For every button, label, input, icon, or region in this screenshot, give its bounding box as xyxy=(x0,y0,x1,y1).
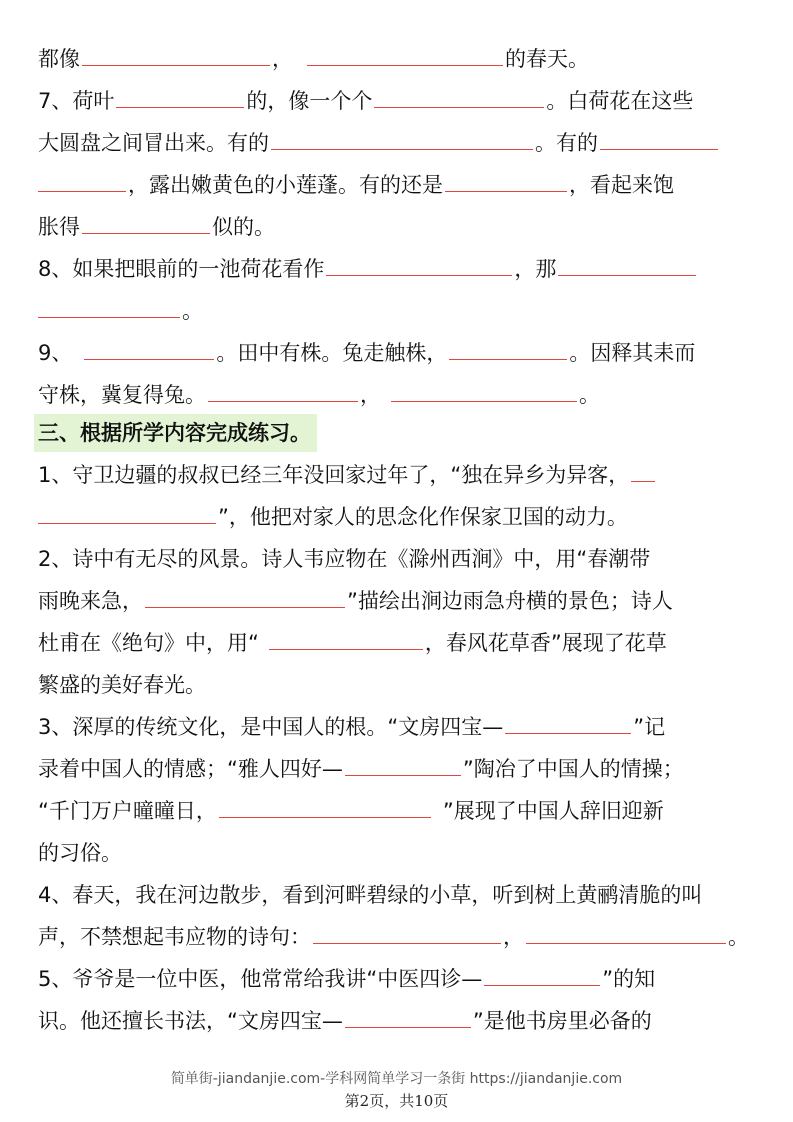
text-line xyxy=(38,964,655,994)
line-text: ”，他把对家人的思念化作保家卫国的动力。 xyxy=(218,505,628,529)
answer-blank[interactable] xyxy=(345,755,461,776)
answer-blank[interactable] xyxy=(145,587,345,608)
line-text: 1、守卫边疆的叔叔已经三年没回家过年了，“独在异乡为异客， xyxy=(38,463,630,487)
line-text: “千门万户曈曈日， xyxy=(38,799,217,823)
line-text: 5、爷爷是一位中医，他常常给我讲“中医四诊— xyxy=(38,967,483,991)
section-heading xyxy=(34,414,317,452)
line-text: 雨晚来急， xyxy=(38,589,143,613)
text-line xyxy=(38,712,665,742)
line-text: 。 xyxy=(182,299,203,323)
answer-blank[interactable] xyxy=(449,339,567,360)
answer-blank[interactable] xyxy=(374,87,544,108)
text-line xyxy=(38,86,693,116)
line-text: 声，不禁想起韦应物的诗句： xyxy=(38,925,311,949)
line-text: 杜甫在《绝句》中，用“ xyxy=(38,631,259,655)
answer-blank[interactable] xyxy=(558,255,696,276)
answer-blank[interactable] xyxy=(307,45,503,66)
text-line xyxy=(38,628,667,658)
text-line xyxy=(38,1006,652,1036)
footer-source: 简单街-jiandanjie.com-学科网简单学习一条街 https://jiandanjie.com xyxy=(170,1071,623,1087)
line-text: ”是他书房里必备的 xyxy=(472,1009,652,1033)
answer-blank[interactable] xyxy=(84,339,214,360)
text-line xyxy=(38,212,275,242)
answer-blank[interactable] xyxy=(505,713,631,734)
text-line xyxy=(38,380,600,410)
answer-blank[interactable] xyxy=(116,87,244,108)
answer-blank[interactable] xyxy=(38,171,126,192)
line-text: 3、深厚的传统文化，是中国人的根。“文房四宝— xyxy=(38,715,504,739)
text-line xyxy=(38,170,674,200)
line-text: 大圆盘之间冒出来。有的 xyxy=(38,131,269,155)
answer-blank[interactable] xyxy=(82,45,270,66)
answer-blank[interactable] xyxy=(484,965,600,986)
line-text: 的春天。 xyxy=(505,47,589,71)
text-line xyxy=(38,338,695,368)
line-text: 。 xyxy=(579,383,600,407)
line-text: 7、荷叶 xyxy=(38,89,115,113)
line-text: 似的。 xyxy=(212,215,275,239)
line-text: 。田中有株。兔走触株， xyxy=(216,341,448,365)
text-line xyxy=(38,586,673,616)
line-text: ， xyxy=(503,925,524,949)
line-text: ， xyxy=(272,47,293,71)
line-text: ，露出嫩黄色的小莲蓬。有的还是 xyxy=(128,173,443,197)
line-text: 胀得 xyxy=(38,215,80,239)
line-text: 识。他还擅长书法，“文房四宝— xyxy=(38,1009,343,1033)
answer-blank[interactable] xyxy=(600,129,718,150)
text-line xyxy=(38,502,628,532)
answer-blank[interactable] xyxy=(82,213,210,234)
line-text: 录着中国人的情感；“雅人四好— xyxy=(38,757,343,781)
answer-blank[interactable] xyxy=(526,923,726,944)
text-line xyxy=(38,670,206,700)
text-line xyxy=(38,254,698,284)
line-text: 2、诗中有无尽的风景。诗人韦应物在《滁州西涧》中，用“春潮带 xyxy=(38,547,651,571)
text-line xyxy=(38,796,664,826)
answer-blank[interactable] xyxy=(445,171,567,192)
line-text: 9、 xyxy=(38,341,73,365)
answer-blank[interactable] xyxy=(326,255,512,276)
line-text: 守株，冀复得兔。 xyxy=(38,383,206,407)
line-text: ”陶冶了中国人的情操； xyxy=(462,757,684,781)
text-line xyxy=(38,880,702,910)
line-text: ，春风花草香”展现了花草 xyxy=(424,631,667,655)
line-text: 4、春天，我在河边散步，看到河畔碧绿的小草，听到树上黄鹂清脆的叫 xyxy=(38,883,703,907)
line-text: 。 xyxy=(728,925,749,949)
answer-blank[interactable] xyxy=(219,797,431,818)
line-text: 的，像一个个 xyxy=(246,89,373,113)
line-text: 。因释其耒而 xyxy=(569,341,696,365)
text-line xyxy=(38,754,684,784)
line-text: ”展现了中国人辞旧迎新 xyxy=(442,799,664,823)
line-text: ，那 xyxy=(514,257,557,281)
text-line xyxy=(38,922,749,952)
answer-blank[interactable] xyxy=(313,923,501,944)
answer-blank[interactable] xyxy=(38,297,180,318)
text-line xyxy=(38,296,203,326)
line-text: 8、如果把眼前的一池荷花看作 xyxy=(38,257,325,281)
text-line xyxy=(38,838,122,868)
answer-blank[interactable] xyxy=(631,461,655,482)
text-line xyxy=(38,460,657,490)
page-number: 第2页，共10页 xyxy=(344,1092,449,1110)
line-text: 都像 xyxy=(38,47,80,71)
section-heading-text: 三、根据所学内容完成练习。 xyxy=(38,421,311,445)
answer-blank[interactable] xyxy=(269,629,423,650)
line-text: 繁盛的美好春光。 xyxy=(38,673,206,697)
line-text: ， xyxy=(360,383,381,407)
line-text: ”描绘出涧边雨急舟横的景色；诗人 xyxy=(347,589,673,613)
line-text: ，看起来饱 xyxy=(569,173,674,197)
answer-blank[interactable] xyxy=(345,1007,471,1028)
answer-blank[interactable] xyxy=(391,381,577,402)
answer-blank[interactable] xyxy=(271,129,533,150)
line-text: 。有的 xyxy=(535,131,598,155)
text-line xyxy=(38,544,650,574)
text-line xyxy=(38,128,720,158)
answer-blank[interactable] xyxy=(38,503,216,524)
line-text: 的习俗。 xyxy=(38,841,122,865)
line-text: ”记 xyxy=(633,715,666,739)
line-text: 。白荷花在这些 xyxy=(546,89,694,113)
line-text: ”的知 xyxy=(602,967,656,991)
text-line xyxy=(38,44,589,74)
answer-blank[interactable] xyxy=(208,381,358,402)
